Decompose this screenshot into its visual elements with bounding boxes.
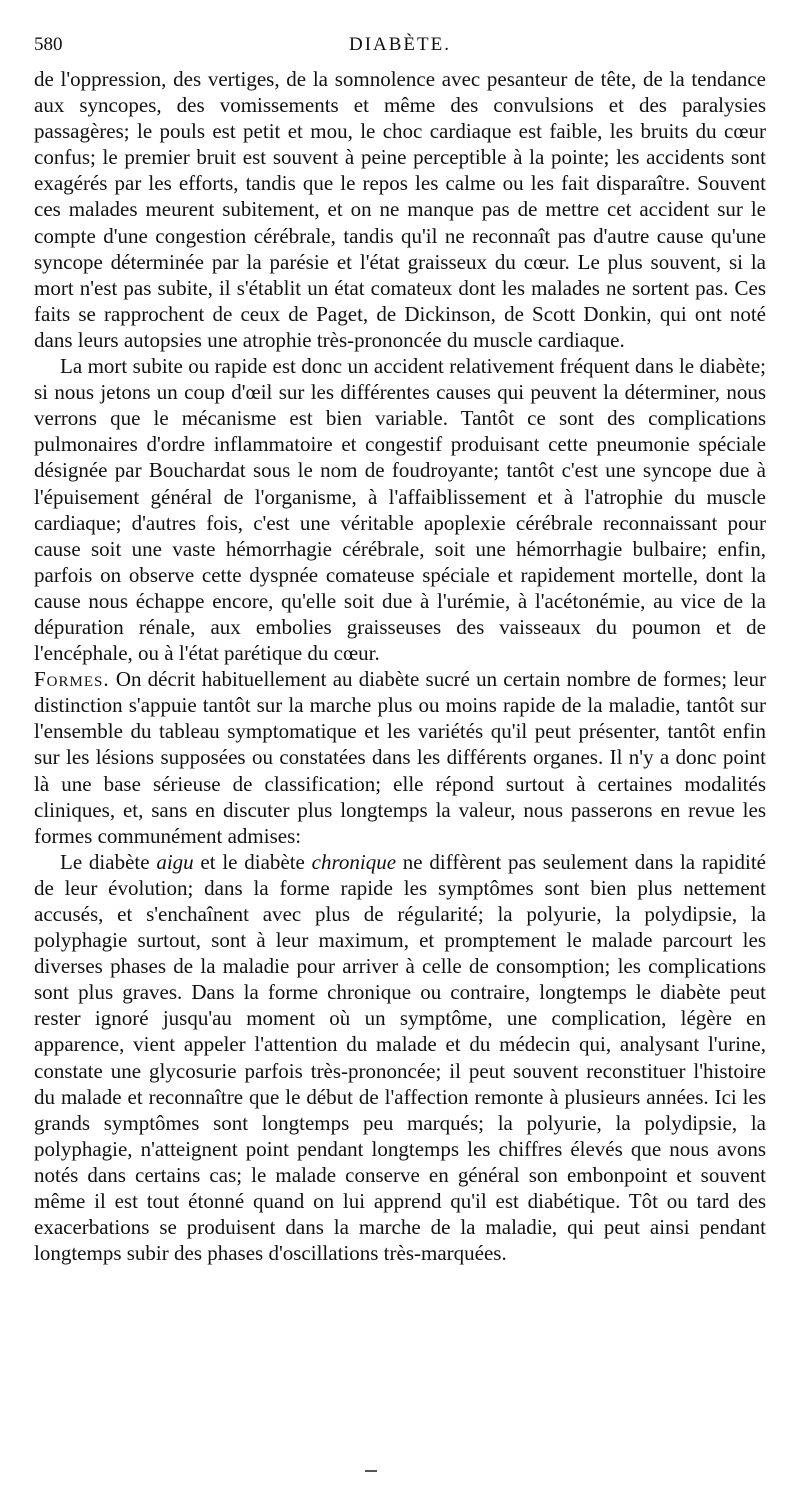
paragraph-4	[34, 849, 766, 1267]
term-chronique: chronique	[311, 849, 397, 874]
book-page	[34, 30, 766, 1266]
running-title: DIABÈTE.	[348, 34, 451, 55]
paragraph-1: de l'oppression, des vertiges, de la somnolence avec pesanteur de tête, de la tendance aux syncopes, des vomissements et même des convulsions et des paralysies passagères; le pouls est petit et mou, le choc cardiaque est faible, les bruits du cœur confus; le premier bruit est souvent à peine perceptible à la pointe; les accidents sont exagérés par les efforts, tandis que le repos les calme ou les fait disparaître. Souvent ces malades meurent subitement, et on ne manque pas de mettre cet accident sur le compte d'une congestion cérébrale, tandis qu'il ne reconnaît pas d'autre cause qu'une syncope déterminée par la parésie et l'état graisseux du cœur. Le plus souvent, si la mort n'est pas subite, il s'établit un état comateux dont les malades ne sortent pas. Ces faits se rapprochent de ceux de Paget, de Dickinson, de Scott Donkin, qui ont noté dans leurs autopsies une atrophie très-prononcée du muscle cardiaque.	[34, 67, 766, 352]
paragraph-4-text-a: Le diabète	[60, 849, 157, 874]
paragraph-3	[34, 666, 766, 849]
section-lead-formes: Formes.	[34, 667, 110, 692]
paragraph-2: La mort subite ou rapide est donc un accident relativement fréquent dans le diabète; si nous jetons un coup d'œil sur les différentes causes qui peuvent la déterminer, nous verrons que le mécanisme est bien variable. Tantôt ce sont des complications pulmonaires d'ordre inflammatoire et congestif produisant cette pneumonie spéciale désignée par Bouchardat sous le nom de foudroyante; tantôt c'est une syncope due à l'épuisement général de l'organisme, à l'affaiblissement et à l'atrophie du muscle cardiaque; d'autres fois, c'est une véritable apoplexie cérébrale reconnaissant pour cause soit une vaste hémorrhagie cérébrale, soit une hémorrhagie bulbaire; enfin, parfois on observe cette dyspnée comateuse spéciale et rapidement mortelle, dont la cause nous échappe encore, qu'elle soit due à l'urémie, à l'acétonémie, au vice de la dépuration rénale, aux embolies graisseuses des vaisseaux du poumon et de l'encéphale, ou à l'état parétique du cœur.	[34, 354, 766, 666]
page-header	[34, 30, 766, 60]
footer-mark	[365, 1470, 377, 1472]
paragraph-4-text-c: ne diffèrent pas seulement dans la rapidité de leur évolution; dans la forme rapide les symptômes sont bien plus nettement accusés, et s'enchaînent avec plus de régularité; la polyurie, la polydipsie, la polyphagie surtout, sont à leur maximum, et promptement le malade parcourt les diverses phases de la maladie pour arriver à celle de consomption; les complications sont plus graves. Dans la forme chronique ou contraire, longtemps le diabète peut rester ignoré jusqu'au moment où un symptôme, une complication, légère en apparence, vient appeler l'attention du malade et du médecin qui, analysant l'urine, constate une glycosurie parfois très-prononcée; il peut souvent reconstituer l'histoire du malade et reconnaître que le début de l'affection remonte à plusieurs années. Ici les grands symptômes sont longtemps peu marqués; la polyurie, la polydipsie, la polyphagie, n'atteignent point pendant longtemps les chiffres élevés que nous avons notés dans certains cas; le malade conserve en général son embonpoint et souvent même il est tout étonné quand on lui apprend qu'il est diabétique. Tôt ou tard des exacerbations se produisent dans la marche de la maladie, qui peut ainsi pendant longtemps subir des phases d'oscillations très-marquées.	[34, 849, 767, 1266]
paragraph-3-text: On décrit habituellement au diabète sucré un certain nombre de formes; leur distinction s'appuie tantôt sur la marche plus ou moins rapide de la maladie, tantôt sur l'ensemble du tableau symptomatique et les variétés qu'il peut présenter, tantôt enfin sur les lésions supposées ou constatées dans les différents organes. Il n'y a donc point là une base sérieuse de classification; elle répond surtout à certaines modalités cliniques, et, sans en discuter plus longtemps la valeur, nous passerons en revue les formes communément admises:	[34, 667, 766, 848]
body-text	[34, 66, 766, 1266]
paragraph-4-text-b: et le diabète	[193, 849, 312, 874]
page-number: 580	[34, 34, 63, 55]
term-aigu: aigu	[156, 849, 194, 874]
